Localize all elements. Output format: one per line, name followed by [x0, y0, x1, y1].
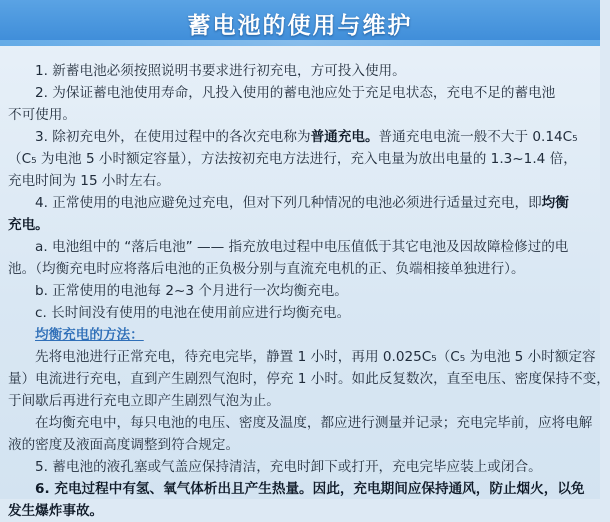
item-1: 1. 新蓄电池必须按照说明书要求进行初充电，方可投入使用。 [35, 63, 406, 79]
item-3-term-normal-charge: 普通充电。 [310, 129, 379, 145]
item-4-text-a: 4. 正常使用的电池应避免过充电，但对下列几种情况的电池必须进行适量过充电，即 [35, 195, 542, 211]
item-b: b. 正常使用的电池每 2~3 个月进行一次均衡充电。 [35, 283, 348, 299]
method-heading-text: 均衡充电的方法： [35, 327, 144, 343]
item-4-line-1 [8, 192, 592, 214]
method-line-3: 于间歇后再进行充电立即产生剧烈气泡为止。 [8, 393, 280, 409]
item-4-term-charge: 充电。 [8, 217, 49, 233]
item-3-text-a: 3. 除初充电外，在使用过程中的各次充电称为 [35, 129, 311, 145]
item-a-line-2: 池。（均衡充电时应将落后电池的正负极分别与直流充电机的正、负端相接单独进行）。 [8, 261, 525, 277]
page-title: 蓄电池的使用与维护 [187, 13, 413, 39]
document-body [8, 60, 610, 522]
item-2-line-1: 2. 为保证蓄电池使用寿命，凡投入使用的蓄电池应处于充足电状态，充电不足的蓄电池 [35, 85, 556, 101]
method-line-1: 先将电池进行正常充电，待充电完毕，静置 1 小时，再用 0.025C₅（C₅ 为电池 5 小时额定容 [35, 349, 596, 365]
item-2-line-2: 不可使用。 [8, 107, 76, 123]
method-line-4: 在均衡充电中，每只电池的电压、密度及温度，都应进行测量并记录；充电完毕前，应将电解 [35, 415, 593, 431]
method-line-2: 量）电流进行充电，直到产生剧烈气泡时，停充 1 小时。如此反复数次，直至电压、密度保持不变， [8, 371, 610, 387]
item-3-line-1 [8, 126, 592, 148]
item-3-text-c: 普通充电电流一般不大于 0.14C₅ [378, 129, 578, 145]
item-c: c. 长时间没有使用的电池在使用前应进行均衡充电。 [35, 305, 351, 321]
item-6-line-2: 发生爆炸事故。 [8, 503, 104, 519]
item-3-line-2: （C₅ 为电池 5 小时额定容量），方法按初充电方法进行，充入电量为放出电量的 1.3~1.4 倍， [8, 151, 577, 167]
item-6-line-1: 6. 充电过程中有氢、氧气体析出且产生热量。因此，充电期间应保持通风，防止烟火，以免 [35, 481, 585, 497]
method-line-5: 液的密度及液面高度调整到符合规定。 [8, 437, 240, 453]
item-a-line-1: a. 电池组中的 “落后电池” —— 指充放电过程中电压值低于其它电池及因故障检修过的电 [35, 239, 569, 255]
item-3-line-3: 充电时间为 15 小时左右。 [8, 173, 170, 189]
method-heading [8, 324, 592, 346]
item-4-term-equalize: 均衡 [541, 195, 569, 211]
title-banner [0, 0, 600, 46]
item-4-line-2 [8, 214, 592, 236]
item-5: 5. 蓄电池的液孔塞或气盖应保持清洁，充电时卸下或打开，充电完毕应装上或闭合。 [35, 459, 542, 475]
